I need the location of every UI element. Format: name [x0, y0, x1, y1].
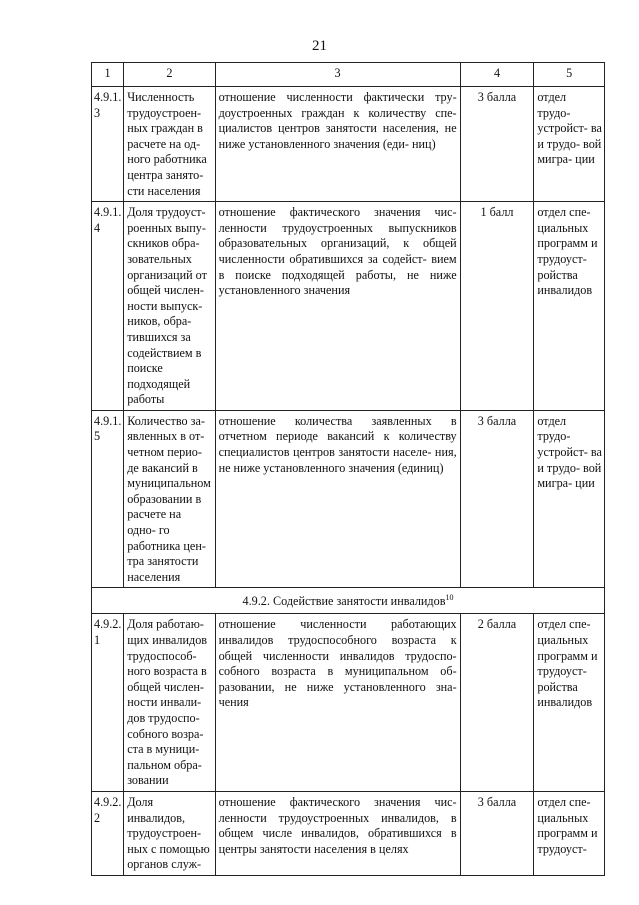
criterion-cell: Доля трудоуст- роенных выпу- скников обра- зовательных организаций от общей числен- ности выпуск- ников, обра- тившихся за содействием в поиске подходящей работы: [124, 202, 215, 411]
section-heading-row: [92, 588, 605, 614]
section-title-cell: [92, 588, 605, 614]
table-header-row: [92, 63, 605, 87]
department-cell: отдел трудо- устройст- ва и трудо- вой мигра- ции: [534, 87, 605, 202]
item-number: 4.9.1. 3: [92, 87, 124, 202]
criterion-cell: Доля работаю- щих инвалидов трудоспособ- ного возраста в общей числен- ности инвали- дов трудоспо- собного возра- ста в муници- пальном обра- зовании: [124, 614, 215, 792]
table-row: [92, 614, 605, 792]
method-cell: отношение численности фактически тру- доустроенных граждан к количеству спе- циалистов центров занятости населения, не ниже установленного значения (еди- ниц): [215, 87, 460, 202]
score-cell: 3 балла: [460, 410, 534, 588]
item-number: 4.9.1. 4: [92, 202, 124, 411]
score-cell: 3 балла: [460, 791, 534, 875]
method-cell: отношение фактического значения чис- ленности трудоустроенных инвалидов, в общем числе инвалидов, обратившихся в центры занятости населения в целях: [215, 791, 460, 875]
column-header: 2: [124, 63, 215, 87]
item-number: 4.9.2. 1: [92, 614, 124, 792]
table-row: [92, 791, 605, 875]
method-cell: отношение численности работающих инвалидов трудоспособного возраста к общей численности инвалидов трудоспо- собного возраста в муниципальном об- разовании, не ниже установленного зна- чения: [215, 614, 460, 792]
score-cell: 2 балла: [460, 614, 534, 792]
column-header: 3: [215, 63, 460, 87]
criteria-table: [91, 62, 605, 876]
column-header: 4: [460, 63, 534, 87]
department-cell: отдел спе- циальных программ и трудоуст-: [534, 791, 605, 875]
table-row: [92, 87, 605, 202]
score-cell: 3 балла: [460, 87, 534, 202]
page-number: 21: [312, 38, 327, 54]
department-cell: отдел спе- циальных программ и трудоуст- ройства инвалидов: [534, 614, 605, 792]
section-title: 4.9.2. Содействие занятости инвалидов: [242, 594, 446, 609]
method-cell: отношение количества заявленных в отчетном периоде вакансий к количеству специалистов центров занятости населе- ния, не ниже установленного значения (единиц): [215, 410, 460, 588]
method-cell: отношение фактического значения чис- ленности трудоустроенных выпускников образовательных организаций, к общей численности обратившихся за содейст- вием в поиске подходящей работы, не ниже установленного значения: [215, 202, 460, 411]
criterion-cell: Количество за- явленных в от- четном перио- де вакансий в муниципальном образовании в расчете на одно- го работника цен- тра занятости населения: [124, 410, 215, 588]
column-header: 5: [534, 63, 605, 87]
table-row: [92, 202, 605, 411]
score-cell: 1 балл: [460, 202, 534, 411]
department-cell: отдел спе- циальных программ и трудоуст- ройства инвалидов: [534, 202, 605, 411]
department-cell: отдел трудо- устройст- ва и трудо- вой мигра- ции: [534, 410, 605, 588]
footnote-marker: 10: [445, 593, 454, 603]
criterion-cell: Численность трудоустроен- ных граждан в расчете на од- ного работника центра занято- сти населения: [124, 87, 215, 202]
table-row: [92, 410, 605, 588]
column-header: 1: [92, 63, 124, 87]
item-number: 4.9.2. 2: [92, 791, 124, 875]
criterion-cell: Доля инвалидов, трудоустроен- ных с помощью органов служ-: [124, 791, 215, 875]
item-number: 4.9.1. 5: [92, 410, 124, 588]
